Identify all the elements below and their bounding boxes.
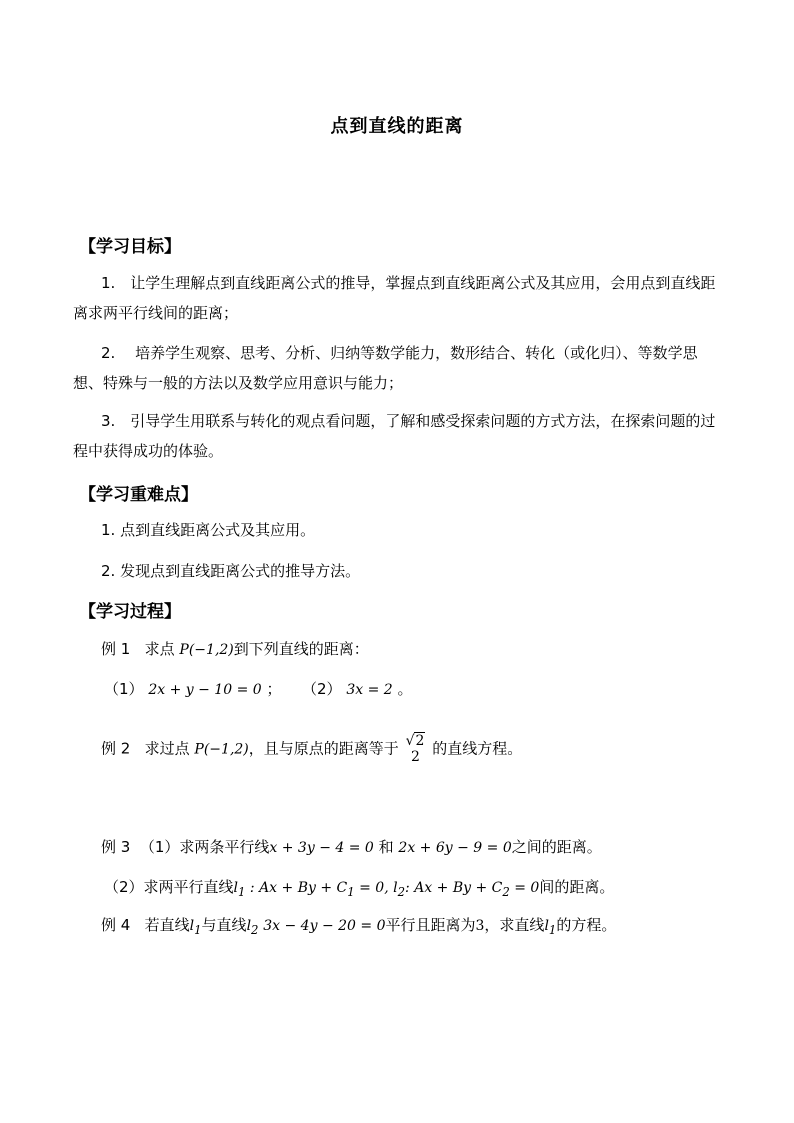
example-4 [101,914,616,937]
goal-item-1 [73,268,723,328]
example-2-point: P(−1,2) [194,741,249,758]
example-2-text-c: 的直线方程。 [432,739,523,758]
example-2-fraction-numerator: 2 [415,733,425,749]
example-4-text-c: 平行且距离为 [385,916,476,934]
example-3-part-1-text-a: （1）求两条平行线 [139,838,270,856]
example-4-line-l1-target: $l_1$ [544,918,557,937]
example-4-text-d: ，求直线 [484,916,545,934]
example-3-equation-1: x + 3y − 4 = 0 [269,840,374,856]
example-3-part-1-text-c: 之间的距离。 [511,838,602,856]
example-2-fraction: √2 2 [404,733,428,765]
page-title: 点到直线的距离 [330,116,464,137]
example-1-part-2-label: （2） [302,680,342,698]
goal-text-2: 2. 培养学生观察、思考、分析、归纳等数学能力，数形结合、转化（或化归）、等数学思想、特殊与一般的方法以及数学应用意识与能力； [73,344,698,392]
example-1 [101,638,369,659]
example-2 [101,733,522,765]
example-1-part-2-equation: 3x = 2 [346,682,393,698]
example-1-part-1-label: （1） [104,680,144,698]
goal-item-3 [73,406,723,466]
example-4-equation: 3x − 4y − 20 = 0 [263,918,386,934]
example-4-text-a: 若直线 [144,916,190,934]
example-2-text-a: 求过点 [144,739,190,758]
example-1-part-1-end: ； [266,680,282,698]
example-3-line-l1-equation: : $Ax + By + C_1 = 0$, [245,880,394,899]
example-3-part-2-text-b: 间的距离。 [539,878,615,896]
example-3-label: 例 3 [101,838,131,856]
example-2-text-b: ，且与原点的距离等于 [248,739,399,758]
example-3-line-l1: $l_1$ [233,880,246,899]
example-4-label: 例 4 [101,916,131,934]
keypoint-item-2: 2. 发现点到直线距离公式的推导方法。 [101,562,361,580]
example-3-line-l2-equation: : $Ax + By + C_2 = 0$ [405,880,540,899]
example-4-line-l2: $l_2$ [246,918,259,937]
example-3-equation-2: 2x + 6y − 9 = 0 [398,840,512,856]
example-3-part-1-text-b: 和 [378,838,394,856]
example-1-point: P(−1,2) [179,642,234,658]
goal-text-3: 3. 引导学生用联系与转化的观点看问题，了解和感受探索问题的方式方法，在探索问题的过程中获得成功的体验。 [73,412,716,460]
example-1-text-b: 到下列直线的距离： [233,640,369,658]
keypoint-item-1: 1. 点到直线距离公式及其应用。 [101,521,316,539]
example-1-text-a: 求点 [144,640,175,658]
example-1-label: 例 1 [101,640,131,658]
example-3-part-2 [104,876,614,899]
example-1-part-1-equation: 2x + y − 10 = 0 [148,682,262,698]
section-heading-keypoints: 【学习重难点】 [79,485,198,505]
example-4-text-e: 的方程。 [556,916,617,934]
example-4-distance: 3 [475,918,485,934]
example-1-part-1 [104,678,281,699]
goal-item-2 [73,338,723,398]
example-1-part-2 [302,678,412,699]
example-4-text-b: 与直线 [201,916,247,934]
example-1-part-2-end: 。 [397,680,413,698]
example-2-fraction-denominator: 2 [411,749,420,765]
example-3-part-2-text-a: （2）求两平行直线 [104,878,234,896]
example-3-part-1 [101,836,602,857]
example-4-line-l1: $l_1$ [189,918,202,937]
goal-text-1: 1. 让学生理解点到直线距离公式的推导，掌握点到直线距离公式及其应用，会用点到直线距离求两平行线间的距离； [73,274,716,322]
example-3-line-l2: $l_2$ [393,880,406,899]
example-2-label: 例 2 [101,739,131,758]
section-heading-goals: 【学习目标】 [79,237,181,257]
section-heading-process: 【学习过程】 [79,602,181,622]
